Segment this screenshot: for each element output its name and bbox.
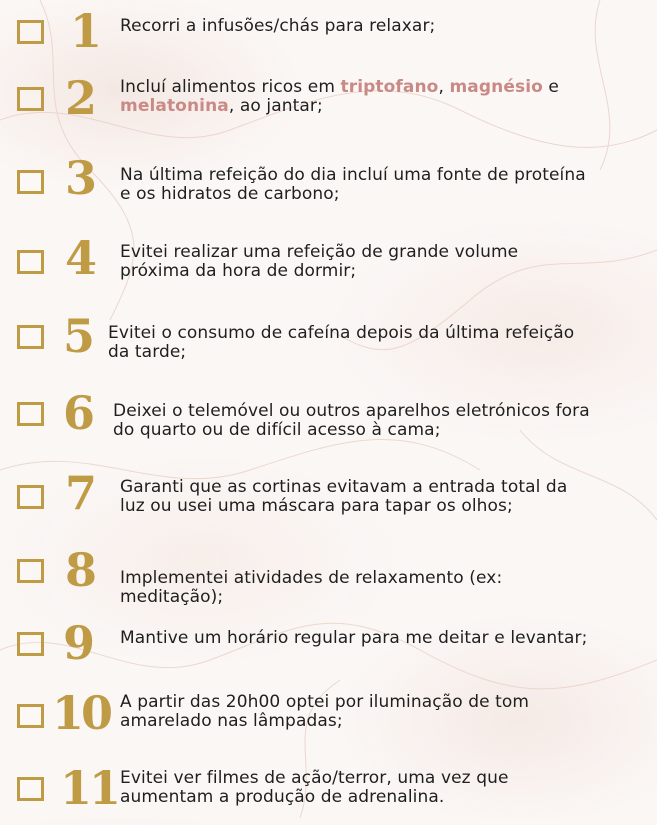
item-text-line: luz ou usei uma máscara para tapar os olhos;: [120, 496, 513, 516]
item-text-line: A partir das 20h00 optei por iluminação de tom: [120, 692, 530, 712]
item-number: 9: [63, 616, 96, 670]
highlight-magnesio: magnésio: [449, 77, 543, 97]
item-text-line: Implementei atividades de relaxamento (ex:: [120, 568, 503, 588]
checklist-item-11: [0, 761, 657, 825]
item-text-line: Recorri a infusões/chás para relaxar;: [120, 16, 436, 36]
item-text-line: Mantive um horário regular para me deitar e levantar;: [120, 628, 588, 648]
item-text-line: aumentam a produção de adrenalina.: [120, 787, 445, 807]
item-text-line: Evitei o consumo de cafeína depois da última refeição: [108, 323, 575, 343]
checkbox[interactable]: [17, 485, 44, 509]
checklist-item-4: [0, 231, 657, 295]
checkbox[interactable]: [17, 20, 44, 44]
highlight-triptofano: triptofano: [340, 77, 439, 97]
item-text: [120, 243, 518, 281]
item-number: 2: [65, 71, 98, 125]
checkbox[interactable]: [17, 777, 44, 801]
item-text-segment: ,: [438, 77, 450, 97]
item-text-line: Deixei o telemóvel ou outros aparelhos eletrónicos fora: [113, 401, 590, 421]
item-text-line: Na última refeição do dia incluí uma fonte de proteína: [120, 165, 586, 185]
item-number: 1: [70, 4, 103, 58]
checklist-item-5: [0, 309, 657, 373]
checklist-item-7: [0, 466, 657, 530]
checklist-item-6: [0, 386, 657, 450]
checklist-item-10: [0, 686, 657, 750]
item-text-line: Garanti que as cortinas evitavam a entrada total da: [120, 477, 568, 497]
checkbox[interactable]: [17, 632, 44, 656]
item-number: 10: [52, 686, 111, 740]
item-number: 3: [65, 151, 98, 205]
checkbox[interactable]: [17, 87, 44, 111]
item-text: [113, 402, 590, 440]
highlight-melatonina: melatonina: [120, 96, 229, 116]
checkbox[interactable]: [17, 250, 44, 274]
checkbox[interactable]: [17, 559, 44, 583]
item-text-line: meditação);: [120, 587, 224, 607]
item-text-line: da tarde;: [108, 342, 187, 362]
item-number: 8: [65, 543, 98, 597]
item-number: 11: [60, 761, 119, 815]
item-text-line: Evitei realizar uma refeição de grande volume: [120, 242, 519, 262]
item-text: [120, 478, 567, 516]
checklist-item-3: [0, 151, 657, 215]
checkbox[interactable]: [17, 170, 44, 194]
item-number: 7: [65, 466, 98, 520]
checklist-item-8: [0, 543, 657, 607]
item-text: [120, 166, 586, 204]
item-text-line: do quarto ou de difícil acesso à cama;: [113, 420, 441, 440]
item-text: [120, 17, 435, 36]
item-text-line: e os hidratos de carbono;: [120, 184, 340, 204]
item-text: [120, 769, 509, 807]
item-text: [120, 629, 587, 648]
item-text-segment: Incluí alimentos ricos em: [120, 77, 341, 97]
item-text-line: próxima da hora de dormir;: [120, 261, 357, 281]
item-text-line: Evitei ver filmes de ação/terror, uma vez que: [120, 768, 509, 788]
item-number: 4: [65, 231, 98, 285]
item-number: 5: [63, 309, 96, 363]
checkbox[interactable]: [17, 402, 44, 426]
checkbox[interactable]: [17, 325, 44, 349]
checklist-item-1: [0, 4, 657, 68]
item-text: [120, 693, 529, 731]
checklist-item-2: [0, 71, 657, 135]
item-text: [108, 324, 574, 362]
checklist-item-9: [0, 616, 657, 680]
item-text-line: amarelado nas lâmpadas;: [120, 711, 343, 731]
item-text-segment: e: [542, 77, 559, 97]
item-number: 6: [63, 386, 96, 440]
item-text: [120, 78, 559, 116]
checkbox[interactable]: [17, 704, 44, 728]
item-text: [120, 569, 502, 607]
item-text-segment: , ao jantar;: [228, 96, 323, 116]
